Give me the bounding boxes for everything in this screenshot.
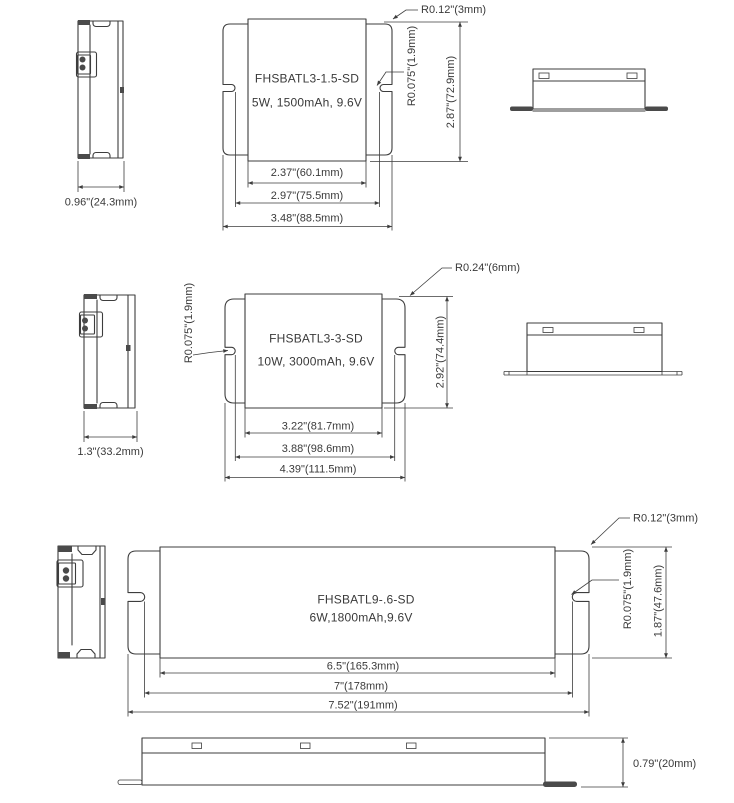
connector-pin [80, 65, 86, 71]
model-label: FHSBATL3-3-SD [269, 331, 363, 346]
side-tab [120, 87, 124, 93]
connector-pin [82, 326, 88, 332]
slot-width-label: 3.88"(98.6mm) [281, 443, 355, 455]
connector-pin [63, 567, 69, 573]
specs-label: 10W, 3000mAh, 9.6V [257, 354, 375, 369]
slot-width-label: 2.97"(75.5mm) [270, 190, 344, 202]
side-tab [101, 598, 105, 605]
overall-width-label: 3.48"(88.5mm) [270, 212, 344, 225]
slot-width-label: 7"(178mm) [333, 680, 389, 693]
height-label: 2.92"(74.4mm) [434, 315, 447, 389]
depth-dimension-label: 1.3"(33.2mm) [77, 446, 144, 458]
connector-pin [82, 318, 88, 324]
model-label: FHSBATL9-.6-SD [317, 592, 415, 607]
profile-right-foot [543, 782, 577, 788]
depth-dimension-label: 0.96"(24.3mm) [64, 196, 138, 209]
model-label: FHSBATL3-1.5-SD [254, 71, 360, 86]
connector-pin [80, 57, 86, 63]
body-width-label: 3.22"(81.7mm) [281, 420, 355, 433]
overall-width-label: 7.52"(191mm) [328, 699, 398, 712]
body-width-label: 2.37"(60.1mm) [270, 167, 344, 179]
corner-radius-label: R0.12"(3mm) [421, 4, 487, 16]
connector-pin [63, 575, 69, 581]
slot-radius-label: R0.075"(1.9mm) [405, 25, 418, 107]
overall-width-label: 4.39"(111.5mm) [279, 463, 357, 476]
slot-radius-label: R0.075"(1.9mm) [182, 282, 195, 364]
specs-label: 5W, 1500mAh, 9.6V [251, 95, 363, 110]
corner-radius-label: R0.24"(6mm) [455, 262, 521, 274]
height-label: 2.87"(72.9mm) [444, 55, 457, 129]
specs-label: 6W,1800mAh,9.6V [309, 610, 413, 625]
side-tab [126, 345, 131, 351]
profile-height-label: 0.79"(20mm) [633, 758, 697, 770]
corner-radius-label: R0.12"(3mm) [633, 512, 699, 525]
slot-radius-label: R0.075"(1.9mm) [621, 548, 634, 630]
top-right-flange [645, 107, 668, 112]
top-left-flange [510, 107, 533, 112]
height-label: 1.87"(47.6mm) [652, 564, 665, 638]
body-width-label: 6.5"(165.3mm) [326, 660, 400, 673]
